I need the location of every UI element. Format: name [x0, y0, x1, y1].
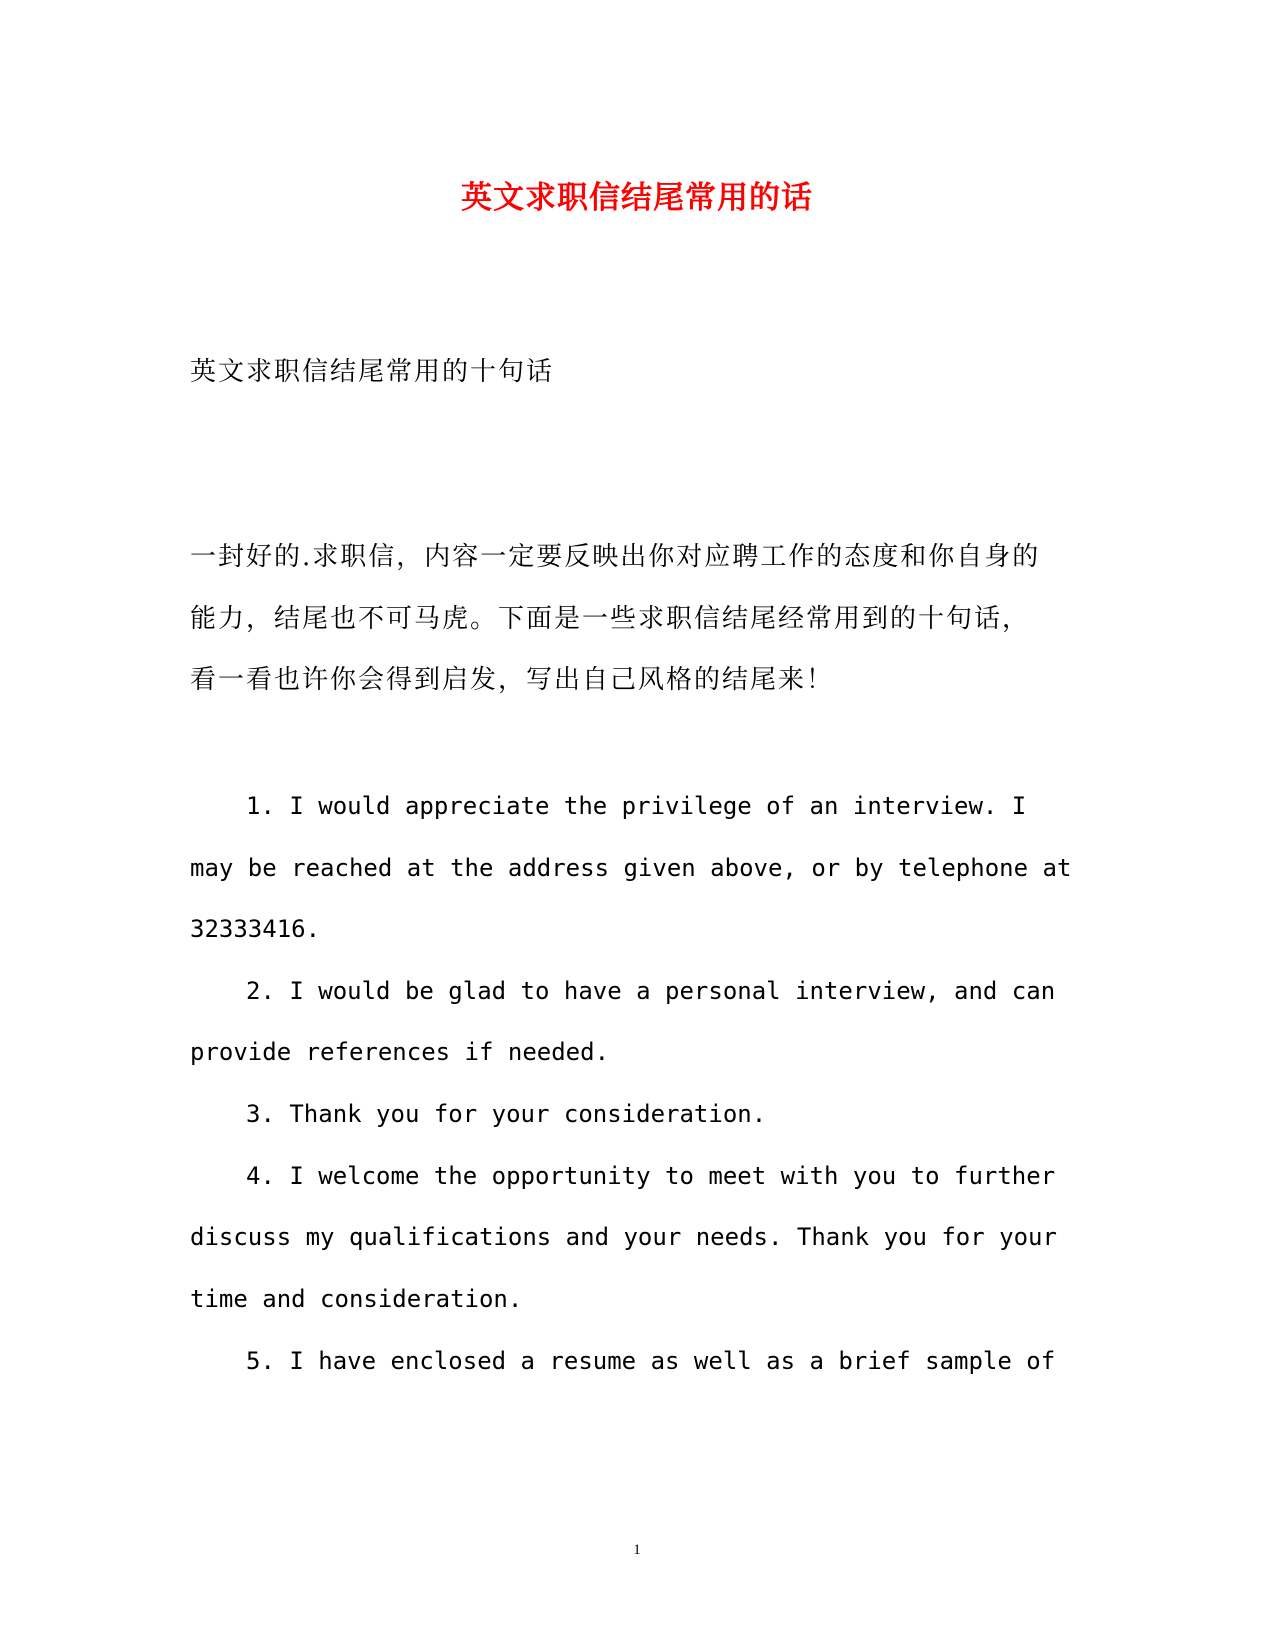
intro-line: 能力，结尾也不可马虎。下面是一些求职信结尾经常用到的十句话，: [190, 604, 1031, 634]
item-line: discuss my qualifications and your needs. Thank you for your: [190, 1223, 1057, 1251]
page-number: 1: [633, 1542, 641, 1558]
item-line: time and consideration.: [190, 1285, 523, 1313]
intro-line: 看一看也许你会得到启发，写出自己风格的结尾来！: [190, 665, 835, 695]
item-line: 4. I welcome the opportunity to meet with you to further: [246, 1162, 1056, 1190]
item-line: provide references if needed.: [190, 1038, 610, 1066]
intro-line: 一封好的.求职信，内容一定要反映出你对应聘工作的态度和你自身的: [190, 542, 1041, 572]
item-line: 5. I have enclosed a resume as well as a brief sample of: [246, 1347, 1056, 1375]
item-line: may be reached at the address given above, or by telephone at: [190, 854, 1072, 882]
item-line: 3. Thank you for your consideration.: [246, 1100, 767, 1128]
item-line: 32333416.: [190, 915, 321, 943]
document-title: 英文求职信结尾常用的话: [461, 180, 813, 216]
document-subtitle: 英文求职信结尾常用的十句话: [190, 357, 555, 387]
item-line: 1. I would appreciate the privilege of an interview. I: [246, 792, 1027, 820]
item-line: 2. I would be glad to have a personal interview, and can: [246, 977, 1056, 1005]
